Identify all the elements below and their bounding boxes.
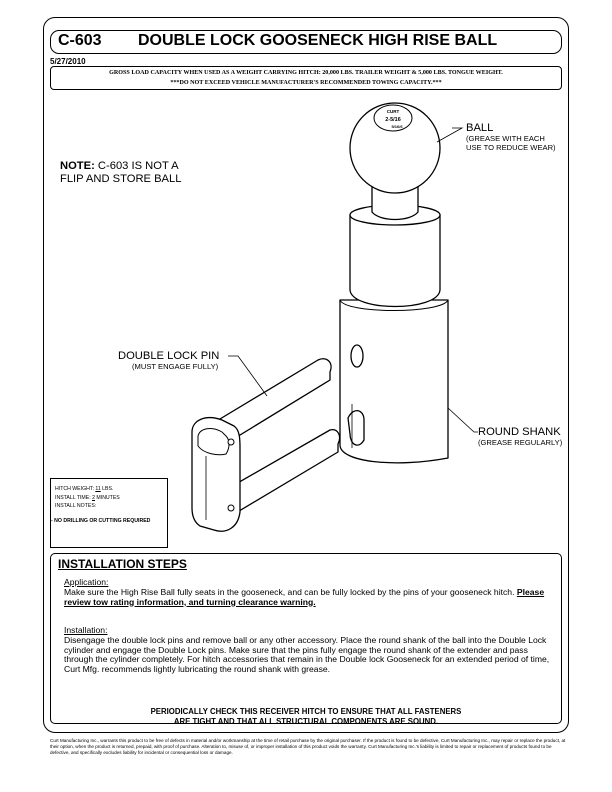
ball-callout <box>466 122 556 152</box>
shank-label: ROUND SHANK <box>478 426 561 438</box>
pin-callout <box>118 350 219 371</box>
installation-steps-heading: INSTALLATION STEPS <box>58 557 187 571</box>
note-label: NOTE: <box>60 160 95 172</box>
ball-collar <box>350 215 440 307</box>
shank-callout <box>478 426 562 447</box>
shank-grease-note: (GREASE REGULARLY) <box>478 438 563 447</box>
capacity-line: GROSS LOAD CAPACITY WHEN USED AS A WEIGHT CARRYING HITCH: 20,000 LBS. TRAILER WEIGHT & 5,000 LBS. TONGUE WEIGHT. <box>109 70 503 76</box>
round-shank-body <box>340 300 448 463</box>
ball-label: BALL <box>466 122 494 134</box>
installation-text: Disengage the double lock pins and remove ball or any other accessory. Place the round shank of the ball into the Double Lock cylinder and engage the Double Lock pins. Make sure that the pins fully engage the round shank of the extender and pass through the cylinder completely. For hitch accessories that remain in the Double lock Gooseneck for an extended period of time, Curt Mfg. recommends lightly lubricating the round shank with grease. <box>64 634 550 675</box>
install-notes-label: INSTALL NOTES: <box>55 503 97 510</box>
periodic-line-1: PERIODICALLY CHECK THIS RECEIVER HITCH TO ENSURE THAT ALL FASTENERS <box>150 707 462 716</box>
ball-grease-line-1: (GREASE WITH EACH <box>466 134 545 143</box>
ball-stamp <box>374 105 412 131</box>
periodic-line-2: ARE TIGHT AND THAT ALL STRUCTURAL COMPONENTS ARE SOUND. <box>173 716 439 726</box>
install-note-no-drilling: - NO DRILLING OR CUTTING REQUIRED <box>51 517 151 524</box>
ball-leader <box>437 128 462 142</box>
pin-label: DOUBLE LOCK PIN <box>118 350 220 362</box>
install-time: INSTALL TIME: 2 MINUTES <box>55 494 120 501</box>
note-line-1: C-603 IS NOT A <box>94 160 179 172</box>
periodic-check-notice <box>50 707 562 726</box>
application-heading: Application: <box>64 577 109 587</box>
install-specs-box <box>50 478 168 548</box>
installation-section <box>64 626 554 675</box>
hitch-weight: HITCH WEIGHT: 11 LBS. <box>55 486 114 492</box>
installation-heading: Installation: <box>64 625 108 635</box>
document-date: 5/27/2010 <box>50 57 86 66</box>
pin-leader <box>228 356 267 396</box>
application-section <box>64 578 554 607</box>
application-text: Make sure the High Rise Ball fully seats in the gooseneck, and can be fully locked by the pins of your gooseneck hitch. Please review tow rating information, and turning clearance warning. <box>64 586 545 607</box>
page-title: DOUBLE LOCK GOOSENECK HIGH RISE BALL <box>138 32 498 49</box>
note-line-2: FLIP AND STORE BALL <box>60 172 182 185</box>
pin-handle <box>192 418 240 532</box>
warranty-footer: Curt Manufacturing Inc., warrants this product to be free of defects in material and/or workmanship at the time of retail purchase by the original purchaser. If the product is found to be defective, Curt Manufacturing Inc., may repair or replace the product, at their option, when the product is returned, prepaid, with proof of purchase. Alteration to, misuse of, or improper installation of this product voids the warranty. Curt Manufacturing Inc.'s liability is limited to repair or replacement of products found to be defective, and specifically excludes liability for incidental or consequential loss or damage. <box>50 738 566 755</box>
stamp-center-text: 2-5/16 <box>385 117 401 123</box>
stamp-top-text: CURT <box>386 109 400 114</box>
shank-leader <box>448 408 478 432</box>
part-number: C-603 <box>58 32 102 49</box>
pin-engage-note: (MUST ENGAGE FULLY) <box>132 362 219 371</box>
stamp-bottom-text: 5/16/6 <box>391 124 403 129</box>
towing-warning-line: ***DO NOT EXCEED VEHICLE MANUFACTURER'S RECOMMENDED TOWING CAPACITY.*** <box>170 80 442 86</box>
ball-grease-line-2: USE TO REDUCE WEAR) <box>466 143 556 152</box>
